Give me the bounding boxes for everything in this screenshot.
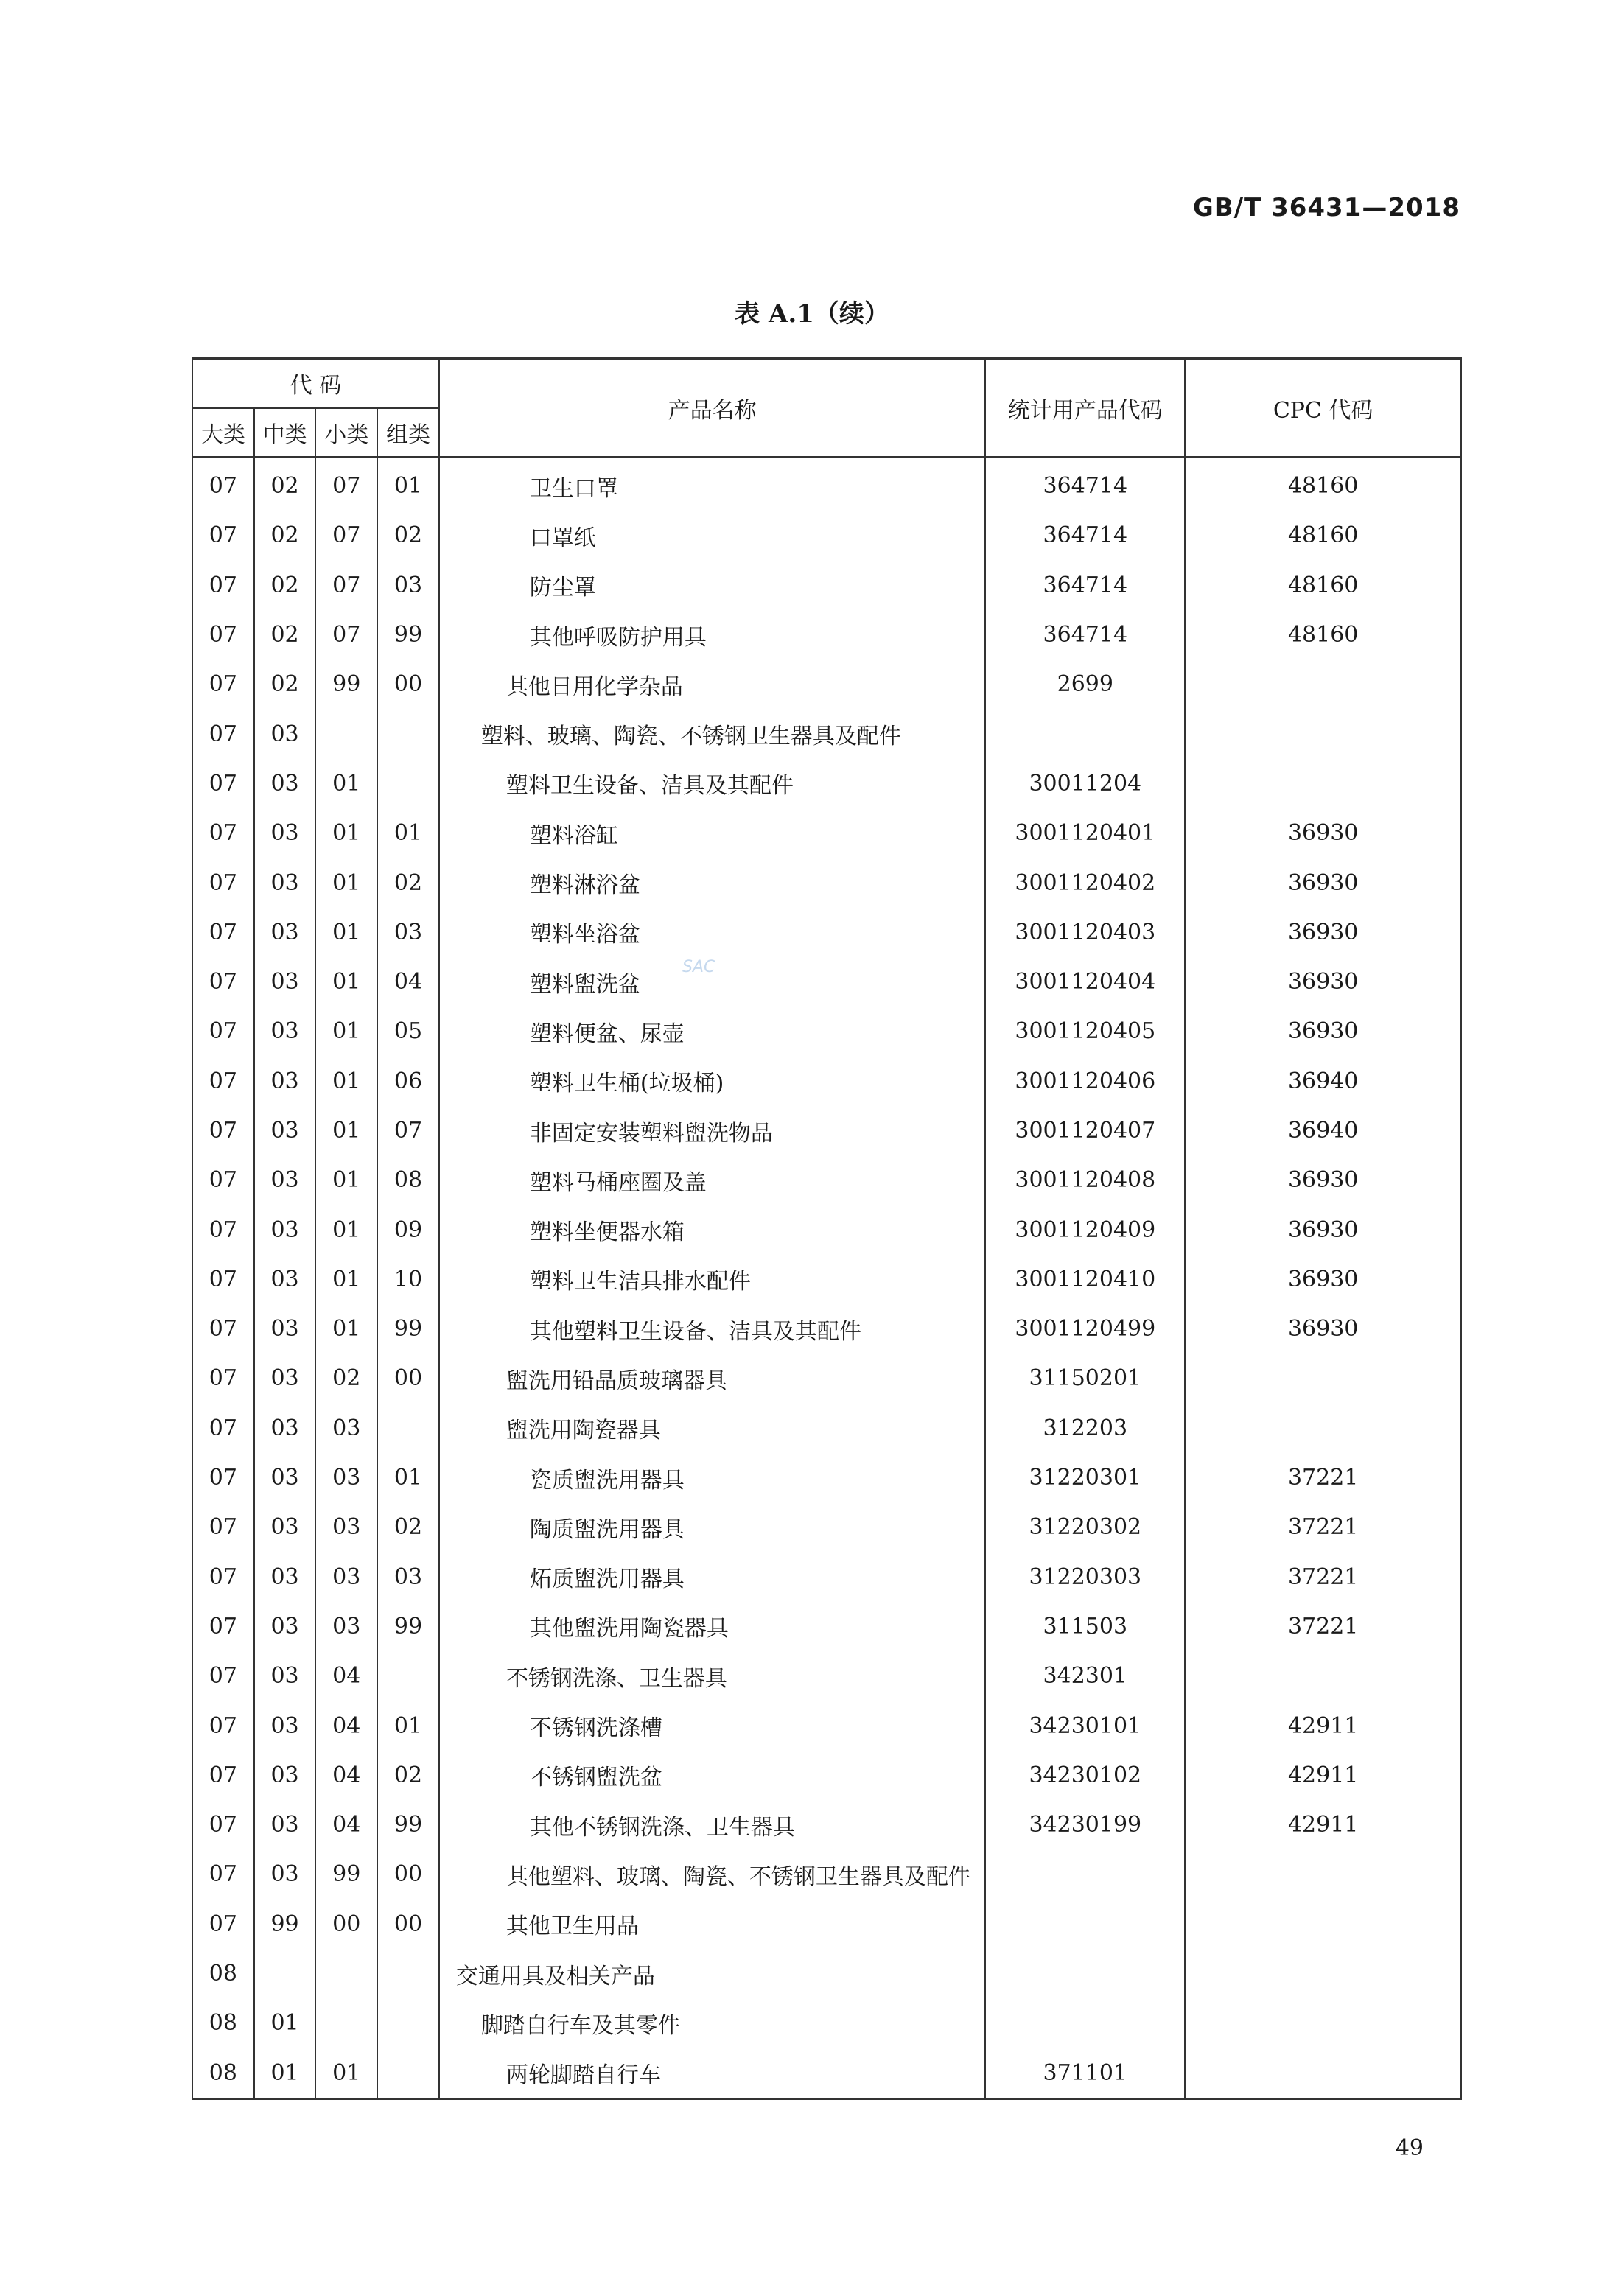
- cell-product-name: 塑料卫生桶(垃圾桶): [439, 1057, 985, 1106]
- cell-product-name: 盥洗用陶瓷器具: [439, 1404, 985, 1453]
- cell-product-name: 其他盥洗用陶瓷器具: [439, 1602, 985, 1651]
- cell-minor: 03: [315, 1552, 377, 1602]
- cell-product-name: 炻质盥洗用器具: [439, 1552, 985, 1602]
- cell-minor: 01: [315, 1106, 377, 1155]
- cell-medium: 03: [254, 1106, 316, 1155]
- cell-medium: 02: [254, 458, 316, 511]
- cell-stat-code: 3001120405: [985, 1007, 1185, 1056]
- cell-major: 07: [192, 1502, 254, 1552]
- table-row: [192, 1998, 1461, 2048]
- header-code-group: 代 码: [192, 359, 439, 408]
- cell-stat-code: 3001120404: [985, 957, 1185, 1007]
- table-row: [192, 1354, 1461, 1403]
- cell-major: 07: [192, 1354, 254, 1403]
- cell-minor: 07: [315, 511, 377, 560]
- header-stat-code: 统计用产品代码: [985, 359, 1185, 458]
- table-row: [192, 908, 1461, 957]
- cell-major: 07: [192, 1849, 254, 1899]
- cell-product-name: 塑料淋浴盆: [439, 858, 985, 907]
- cell-stat-code: 31220301: [985, 1453, 1185, 1502]
- cell-medium: 02: [254, 610, 316, 659]
- cell-cpc-code: 36930: [1185, 957, 1461, 1007]
- cell-group: 02: [377, 1751, 439, 1800]
- cell-group: 00: [377, 659, 439, 709]
- cell-group: 02: [377, 858, 439, 907]
- cell-group: [377, 1651, 439, 1701]
- cell-group: 03: [377, 908, 439, 957]
- cell-cpc-code: [1185, 1849, 1461, 1899]
- cell-stat-code: 2699: [985, 659, 1185, 709]
- cell-major: 07: [192, 1205, 254, 1254]
- product-classification-table: [192, 357, 1462, 2100]
- cell-product-name: 其他日用化学杂品: [439, 659, 985, 709]
- cell-cpc-code: 36930: [1185, 1155, 1461, 1205]
- cell-stat-code: 3001120403: [985, 908, 1185, 957]
- cell-minor: 03: [315, 1404, 377, 1453]
- cell-product-name: 其他塑料卫生设备、洁具及其配件: [439, 1304, 985, 1354]
- cell-product-name: 其他呼吸防护用具: [439, 610, 985, 659]
- cell-medium: 03: [254, 1453, 316, 1502]
- table-row: [192, 759, 1461, 808]
- cell-minor: 01: [315, 808, 377, 858]
- cell-cpc-code: [1185, 1998, 1461, 2048]
- cell-minor: 99: [315, 1849, 377, 1899]
- cell-cpc-code: [1185, 1354, 1461, 1403]
- cell-minor: 07: [315, 458, 377, 511]
- cell-group: 07: [377, 1106, 439, 1155]
- cell-medium: 03: [254, 1651, 316, 1701]
- cell-minor: 99: [315, 659, 377, 709]
- cell-cpc-code: 36930: [1185, 1205, 1461, 1254]
- table-row: [192, 1651, 1461, 1701]
- cell-stat-code: 364714: [985, 561, 1185, 610]
- cell-group: [377, 1404, 439, 1453]
- cell-group: 99: [377, 1800, 439, 1849]
- cell-stat-code: 3001120499: [985, 1304, 1185, 1354]
- cell-product-name: 瓷质盥洗用器具: [439, 1453, 985, 1502]
- table-row: [192, 1057, 1461, 1106]
- cell-stat-code: [985, 1849, 1185, 1899]
- cell-group: 09: [377, 1205, 439, 1254]
- cell-cpc-code: 48160: [1185, 610, 1461, 659]
- cell-product-name: 其他卫生用品: [439, 1900, 985, 1949]
- cell-minor: 01: [315, 759, 377, 808]
- cell-group: 03: [377, 561, 439, 610]
- cell-major: 07: [192, 808, 254, 858]
- cell-stat-code: 3001120409: [985, 1205, 1185, 1254]
- cell-cpc-code: 37221: [1185, 1552, 1461, 1602]
- cell-stat-code: 34230102: [985, 1751, 1185, 1800]
- cell-minor: 01: [315, 2048, 377, 2099]
- cell-stat-code: 34230101: [985, 1701, 1185, 1750]
- cell-medium: [254, 1949, 316, 1998]
- cell-product-name: 塑料便盆、尿壶: [439, 1007, 985, 1056]
- table-row: [192, 2048, 1461, 2099]
- cell-stat-code: 364714: [985, 610, 1185, 659]
- cell-major: 07: [192, 709, 254, 758]
- cell-cpc-code: 48160: [1185, 458, 1461, 511]
- cell-major: 07: [192, 957, 254, 1007]
- cell-medium: 03: [254, 1057, 316, 1106]
- cell-stat-code: 3001120401: [985, 808, 1185, 858]
- table-row: [192, 1701, 1461, 1750]
- cell-stat-code: [985, 1900, 1185, 1949]
- cell-minor: 04: [315, 1651, 377, 1701]
- cell-minor: 02: [315, 1354, 377, 1403]
- cell-cpc-code: [1185, 1900, 1461, 1949]
- table-row: [192, 1205, 1461, 1254]
- table-row: [192, 1106, 1461, 1155]
- cell-product-name: 塑料浴缸: [439, 808, 985, 858]
- cell-medium: 03: [254, 808, 316, 858]
- cell-major: 07: [192, 1552, 254, 1602]
- table-row: [192, 561, 1461, 610]
- cell-minor: 03: [315, 1602, 377, 1651]
- cell-minor: [315, 709, 377, 758]
- cell-minor: 04: [315, 1751, 377, 1800]
- cell-group: 04: [377, 957, 439, 1007]
- cell-minor: [315, 1949, 377, 1998]
- cell-medium: 03: [254, 1205, 316, 1254]
- cell-cpc-code: 36940: [1185, 1106, 1461, 1155]
- cell-group: 01: [377, 808, 439, 858]
- cell-major: 07: [192, 1057, 254, 1106]
- table-row: [192, 1155, 1461, 1205]
- cell-major: 07: [192, 1453, 254, 1502]
- cell-minor: 07: [315, 610, 377, 659]
- table-body: [192, 458, 1461, 2099]
- cell-group: [377, 1998, 439, 2048]
- cell-product-name: 塑料卫生洁具排水配件: [439, 1255, 985, 1304]
- cell-cpc-code: 36930: [1185, 858, 1461, 907]
- sac-watermark: SAC: [682, 958, 715, 976]
- cell-medium: 03: [254, 1354, 316, 1403]
- cell-minor: 01: [315, 858, 377, 907]
- cell-product-name: 其他不锈钢洗涤、卫生器具: [439, 1800, 985, 1849]
- cell-stat-code: 3001120408: [985, 1155, 1185, 1205]
- cell-medium: 03: [254, 1552, 316, 1602]
- cell-cpc-code: [1185, 2048, 1461, 2099]
- cell-minor: 07: [315, 561, 377, 610]
- cell-minor: 01: [315, 1304, 377, 1354]
- cell-medium: 01: [254, 2048, 316, 2099]
- cell-stat-code: 3001120406: [985, 1057, 1185, 1106]
- table-row: [192, 1304, 1461, 1354]
- cell-cpc-code: 48160: [1185, 561, 1461, 610]
- cell-minor: 01: [315, 1205, 377, 1254]
- header-major: 大类: [192, 408, 254, 458]
- table-row: [192, 1255, 1461, 1304]
- cell-major: 07: [192, 759, 254, 808]
- table-row: [192, 1800, 1461, 1849]
- header-cpc-code: CPC 代码: [1185, 359, 1461, 458]
- cell-product-name: 盥洗用铅晶质玻璃器具: [439, 1354, 985, 1403]
- table-row: [192, 1949, 1461, 1998]
- cell-group: 00: [377, 1354, 439, 1403]
- cell-stat-code: 30011204: [985, 759, 1185, 808]
- header-minor: 小类: [315, 408, 377, 458]
- cell-medium: 03: [254, 858, 316, 907]
- cell-cpc-code: 36930: [1185, 808, 1461, 858]
- cell-cpc-code: 36940: [1185, 1057, 1461, 1106]
- cell-medium: 02: [254, 659, 316, 709]
- cell-stat-code: 3001120402: [985, 858, 1185, 907]
- cell-product-name: 两轮脚踏自行车: [439, 2048, 985, 2099]
- cell-group: 01: [377, 1453, 439, 1502]
- cell-group: 10: [377, 1255, 439, 1304]
- cell-product-name: 卫生口罩: [439, 458, 985, 511]
- table-row: [192, 1849, 1461, 1899]
- cell-cpc-code: 36930: [1185, 1304, 1461, 1354]
- cell-major: 07: [192, 659, 254, 709]
- table-row: [192, 1404, 1461, 1453]
- table-row: [192, 458, 1461, 511]
- cell-cpc-code: [1185, 1651, 1461, 1701]
- table-row: [192, 858, 1461, 907]
- cell-major: 07: [192, 1651, 254, 1701]
- table-row: [192, 1502, 1461, 1552]
- cell-product-name: 塑料卫生设备、洁具及其配件: [439, 759, 985, 808]
- cell-major: 07: [192, 1007, 254, 1056]
- table-row: [192, 1602, 1461, 1651]
- table-row: [192, 1453, 1461, 1502]
- cell-stat-code: 34230199: [985, 1800, 1185, 1849]
- cell-cpc-code: 48160: [1185, 511, 1461, 560]
- cell-medium: 01: [254, 1998, 316, 2048]
- cell-minor: 01: [315, 1007, 377, 1056]
- cell-product-name: 塑料坐便器水箱: [439, 1205, 985, 1254]
- table-row: [192, 511, 1461, 560]
- cell-group: 01: [377, 1701, 439, 1750]
- cell-group: 03: [377, 1552, 439, 1602]
- cell-medium: 03: [254, 1800, 316, 1849]
- table-row: [192, 808, 1461, 858]
- cell-major: 07: [192, 1751, 254, 1800]
- cell-stat-code: 31220302: [985, 1502, 1185, 1552]
- cell-medium: 03: [254, 1007, 316, 1056]
- cell-stat-code: [985, 1949, 1185, 1998]
- cell-product-name: 塑料坐浴盆: [439, 908, 985, 957]
- cell-cpc-code: 36930: [1185, 908, 1461, 957]
- cell-major: 07: [192, 1255, 254, 1304]
- cell-product-name: 交通用具及相关产品: [439, 1949, 985, 1998]
- cell-cpc-code: 42911: [1185, 1751, 1461, 1800]
- cell-major: 07: [192, 1800, 254, 1849]
- cell-major: 07: [192, 1106, 254, 1155]
- cell-product-name: 防尘罩: [439, 561, 985, 610]
- cell-major: 08: [192, 2048, 254, 2099]
- table-row: [192, 1751, 1461, 1800]
- cell-stat-code: 364714: [985, 458, 1185, 511]
- cell-cpc-code: 37221: [1185, 1453, 1461, 1502]
- cell-stat-code: 371101: [985, 2048, 1185, 2099]
- cell-cpc-code: 36930: [1185, 1255, 1461, 1304]
- cell-cpc-code: 42911: [1185, 1701, 1461, 1750]
- cell-major: 07: [192, 1602, 254, 1651]
- table-title: 表 A.1（续）: [735, 299, 889, 329]
- cell-stat-code: [985, 1998, 1185, 2048]
- cell-major: 07: [192, 1701, 254, 1750]
- cell-medium: 03: [254, 759, 316, 808]
- cell-product-name: 口罩纸: [439, 511, 985, 560]
- cell-stat-code: 31220303: [985, 1552, 1185, 1602]
- table-row: [192, 610, 1461, 659]
- table-row: [192, 1552, 1461, 1602]
- cell-product-name: 非固定安装塑料盥洗物品: [439, 1106, 985, 1155]
- cell-medium: 03: [254, 1849, 316, 1899]
- cell-minor: 01: [315, 1155, 377, 1205]
- cell-minor: 01: [315, 908, 377, 957]
- cell-product-name: 塑料马桶座圈及盖: [439, 1155, 985, 1205]
- cell-stat-code: 342301: [985, 1651, 1185, 1701]
- header-product-name: 产品名称: [439, 359, 985, 458]
- cell-product-name: 其他塑料、玻璃、陶瓷、不锈钢卫生器具及配件: [439, 1849, 985, 1899]
- cell-major: 07: [192, 511, 254, 560]
- cell-group: 99: [377, 1304, 439, 1354]
- table-row: [192, 1007, 1461, 1056]
- page-number: 49: [1395, 2135, 1424, 2161]
- cell-medium: 03: [254, 1255, 316, 1304]
- cell-group: 99: [377, 610, 439, 659]
- table-row: [192, 1900, 1461, 1949]
- cell-stat-code: 31150201: [985, 1354, 1185, 1403]
- cell-cpc-code: [1185, 659, 1461, 709]
- cell-minor: 04: [315, 1701, 377, 1750]
- table-row: [192, 659, 1461, 709]
- cell-medium: 03: [254, 1404, 316, 1453]
- cell-stat-code: 311503: [985, 1602, 1185, 1651]
- cell-major: 07: [192, 1900, 254, 1949]
- cell-cpc-code: 37221: [1185, 1602, 1461, 1651]
- cell-group: [377, 709, 439, 758]
- cell-medium: 03: [254, 1751, 316, 1800]
- cell-stat-code: 364714: [985, 511, 1185, 560]
- header-group: 组类: [377, 408, 439, 458]
- standard-code: GB/T 36431—2018: [1192, 193, 1460, 223]
- cell-stat-code: [985, 709, 1185, 758]
- cell-medium: 03: [254, 957, 316, 1007]
- cell-group: [377, 759, 439, 808]
- cell-product-name: 不锈钢洗涤槽: [439, 1701, 985, 1750]
- cell-product-name: 陶质盥洗用器具: [439, 1502, 985, 1552]
- cell-group: 00: [377, 1849, 439, 1899]
- cell-cpc-code: 42911: [1185, 1800, 1461, 1849]
- cell-cpc-code: [1185, 709, 1461, 758]
- cell-medium: 03: [254, 1602, 316, 1651]
- cell-medium: 03: [254, 1701, 316, 1750]
- cell-product-name: 塑料、玻璃、陶瓷、不锈钢卫生器具及配件: [439, 709, 985, 758]
- cell-stat-code: 3001120407: [985, 1106, 1185, 1155]
- cell-product-name: 脚踏自行车及其零件: [439, 1998, 985, 2048]
- cell-medium: 03: [254, 1304, 316, 1354]
- cell-group: 00: [377, 1900, 439, 1949]
- cell-group: 02: [377, 511, 439, 560]
- cell-cpc-code: 37221: [1185, 1502, 1461, 1552]
- cell-minor: [315, 1998, 377, 2048]
- cell-group: 06: [377, 1057, 439, 1106]
- cell-minor: 04: [315, 1800, 377, 1849]
- cell-minor: 03: [315, 1453, 377, 1502]
- cell-major: 07: [192, 610, 254, 659]
- cell-minor: 01: [315, 1057, 377, 1106]
- cell-cpc-code: [1185, 1404, 1461, 1453]
- cell-major: 08: [192, 1998, 254, 2048]
- table-row: [192, 709, 1461, 758]
- cell-group: 01: [377, 458, 439, 511]
- cell-major: 07: [192, 561, 254, 610]
- cell-major: 07: [192, 858, 254, 907]
- cell-medium: 03: [254, 709, 316, 758]
- cell-medium: 03: [254, 908, 316, 957]
- cell-cpc-code: 36930: [1185, 1007, 1461, 1056]
- cell-product-name: 不锈钢洗涤、卫生器具: [439, 1651, 985, 1701]
- table-row: [192, 957, 1461, 1007]
- cell-group: 08: [377, 1155, 439, 1205]
- cell-medium: 03: [254, 1155, 316, 1205]
- cell-group: 05: [377, 1007, 439, 1056]
- cell-medium: 02: [254, 511, 316, 560]
- cell-stat-code: 312203: [985, 1404, 1185, 1453]
- cell-major: 07: [192, 1304, 254, 1354]
- cell-major: 07: [192, 1155, 254, 1205]
- cell-major: 07: [192, 458, 254, 511]
- cell-cpc-code: [1185, 759, 1461, 808]
- cell-major: 08: [192, 1949, 254, 1998]
- cell-medium: 03: [254, 1502, 316, 1552]
- cell-medium: 99: [254, 1900, 316, 1949]
- cell-group: 02: [377, 1502, 439, 1552]
- cell-medium: 02: [254, 561, 316, 610]
- header-medium: 中类: [254, 408, 316, 458]
- cell-product-name: 塑料盥洗盆: [439, 957, 985, 1007]
- cell-group: 99: [377, 1602, 439, 1651]
- cell-minor: 03: [315, 1502, 377, 1552]
- cell-cpc-code: [1185, 1949, 1461, 1998]
- cell-major: 07: [192, 908, 254, 957]
- cell-product-name: 不锈钢盥洗盆: [439, 1751, 985, 1800]
- cell-major: 07: [192, 1404, 254, 1453]
- cell-minor: 01: [315, 1255, 377, 1304]
- cell-group: [377, 2048, 439, 2099]
- cell-minor: 01: [315, 957, 377, 1007]
- cell-minor: 00: [315, 1900, 377, 1949]
- cell-stat-code: 3001120410: [985, 1255, 1185, 1304]
- cell-group: [377, 1949, 439, 1998]
